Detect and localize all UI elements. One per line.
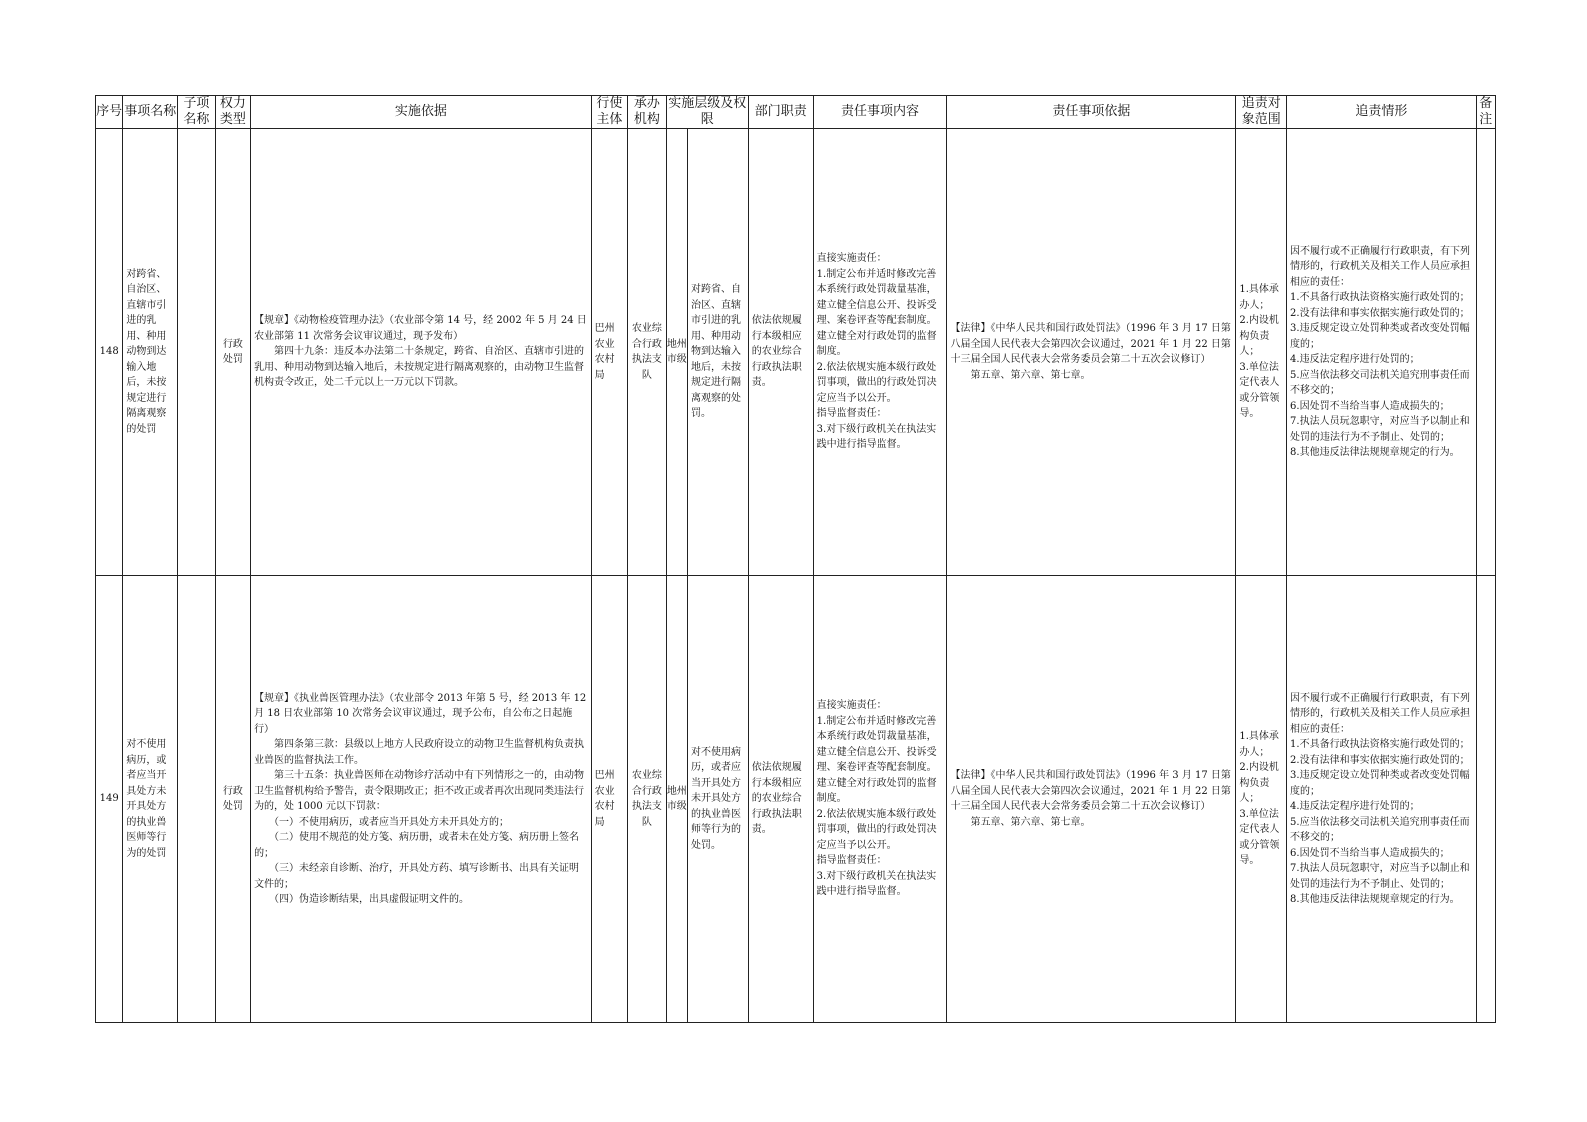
header-situation: 追责情形: [1287, 96, 1477, 129]
level-b-cell: 对不使用病历，或者应当开具处方未开具处方的执业兽医师等行为的处罚。: [687, 576, 748, 1023]
responsibility-table: [95, 95, 1496, 1023]
header-agency: 承办机构: [628, 96, 667, 129]
subject-cell: 巴州农业农村局: [591, 576, 627, 1023]
power-type-cell: 行政处罚: [215, 129, 250, 576]
remark-cell: [1476, 576, 1495, 1023]
resp-basis-cell: 【法律】《中华人民共和国行政处罚法》（1996 年 3 月 17 日第八届全国人民代表大会第四次会议通过，2021 年 1 月 22 日第十三届全国人民代表大会常务委员会第二十五次会议修订） 第五章、第六章、第七章。: [947, 576, 1236, 1023]
resp-content-cell: 直接实施责任： 1.制定公布并适时修改完善本系统行政处罚裁量基准，建立健全信息公开、投诉受理、案卷评查等配套制度。建立健全对行政处罚的监督制度。 2.依法依规实施本级行政处罚事项，做出的行政处罚决定应当予以公开。 指导监督责任： 3.对下级行政机关在执法实践中进行指导监督。: [813, 576, 947, 1023]
header-level: 实施层级及权限: [666, 96, 748, 129]
agency-cell: 农业综合行政执法支队: [628, 576, 667, 1023]
seq-cell: 149: [96, 576, 123, 1023]
duty-cell: 依法依规履行本级相应的农业综合行政执法职责。: [748, 576, 813, 1023]
situation-cell: 因不履行或不正确履行行政职责，有下列情形的，行政机关及相关工作人员应承担相应的责任： 1.不具备行政执法资格实施行政处罚的； 2.没有法律和事实依据实施行政处罚的； 3.违反规定设立处罚种类或者改变处罚幅度的； 4.违反法定程序进行处罚的； 5.应当依法移交司法机关追究刑事责任而不移交的； 6.因处罚不当给当事人造成损失的； 7.执法人员玩忽职守，对应当予以制止和处罚的违法行为不予制止、处罚的； 8.其他违反法律法规规章规定的行为。: [1287, 576, 1477, 1023]
target-cell: 1.具体承办人； 2.内设机构负责人； 3.单位法定代表人或分管领导。: [1236, 576, 1287, 1023]
resp-content-cell: 直接实施责任： 1.制定公布并适时修改完善本系统行政处罚裁量基准，建立健全信息公开、投诉受理、案卷评查等配套制度。建立健全对行政处罚的监督制度。 2.依法依规实施本级行政处罚事项，做出的行政处罚决定应当予以公开。 指导监督责任： 3.对下级行政机关在执法实践中进行指导监督。: [813, 129, 947, 576]
table-row: [96, 129, 1496, 576]
header-seq: 序号: [96, 96, 123, 129]
header-basis: 实施依据: [251, 96, 592, 129]
remark-cell: [1476, 129, 1495, 576]
duty-cell: 依法依规履行本级相应的农业综合行政执法职责。: [748, 129, 813, 576]
sub-name-cell: [178, 576, 216, 1023]
item-name-cell: 对跨省、自治区、直辖市引进的乳用、种用动物到达输入地后，未按规定进行隔离观察的处罚: [123, 129, 178, 576]
header-duty: 部门职责: [748, 96, 813, 129]
table-row: [96, 576, 1496, 1023]
seq-cell: 148: [96, 129, 123, 576]
header-power-type: 权力类型: [215, 96, 250, 129]
header-remark: 备注: [1476, 96, 1495, 129]
subject-cell: 巴州农业农村局: [591, 129, 627, 576]
header-target: 追责对象范围: [1236, 96, 1287, 129]
header-item-name: 事项名称: [123, 96, 178, 129]
power-type-cell: 行政处罚: [215, 576, 250, 1023]
sub-name-cell: [178, 129, 216, 576]
basis-cell: 【规章】《执业兽医管理办法》（农业部令 2013 年第 5 号，经 2013 年 12 月 18 日农业部第 10 次常务会议审议通过，现予公布，自公布之日起施行） 第四条第三款：县级以上地方人民政府设立的动物卫生监督机构负责执业兽医的监督执法工作。 第三十五条：执业兽医师在动物诊疗活动中有下列情形之一的，由动物卫生监督机构给予警告，责令限期改正；拒不改正或者再次出现同类违法行为的，处 1000 元以下罚款： （一）不使用病历，或者应当开具处方未开具处方的； （二）使用不规范的处方笺、病历册，或者未在处方笺、病历册上签名的； （三）未经亲自诊断、治疗，开具处方药、填写诊断书、出具有关证明文件的； （四）伪造诊断结果，出具虚假证明文件的。: [251, 576, 592, 1023]
resp-basis-cell: 【法律】《中华人民共和国行政处罚法》（1996 年 3 月 17 日第八届全国人民代表大会第四次会议通过，2021 年 1 月 22 日第十三届全国人民代表大会常务委员会第二十五次会议修订） 第五章、第六章、第七章。: [947, 129, 1236, 576]
header-row: [96, 96, 1496, 129]
header-sub-name: 子项名称: [178, 96, 216, 129]
target-cell: 1.具体承办人； 2.内设机构负责人； 3.单位法定代表人或分管领导。: [1236, 129, 1287, 576]
situation-cell: 因不履行或不正确履行行政职责，有下列情形的，行政机关及相关工作人员应承担相应的责任： 1.不具备行政执法资格实施行政处罚的； 2.没有法律和事实依据实施行政处罚的； 3.违反规定设立处罚种类或者改变处罚幅度的； 4.违反法定程序进行处罚的； 5.应当依法移交司法机关追究刑事责任而不移交的； 6.因处罚不当给当事人造成损失的； 7.执法人员玩忽职守，对应当予以制止和处罚的违法行为不予制止、处罚的； 8.其他违反法律法规规章规定的行为。: [1287, 129, 1477, 576]
level-a-cell: 地州市级: [666, 129, 687, 576]
header-resp-basis: 责任事项依据: [947, 96, 1236, 129]
agency-cell: 农业综合行政执法支队: [628, 129, 667, 576]
level-b-cell: 对跨省、自治区、直辖市引进的乳用、种用动物到达输入地后，未按规定进行隔离观察的处罚。: [687, 129, 748, 576]
header-resp-content: 责任事项内容: [813, 96, 947, 129]
level-a-cell: 地州市级: [666, 576, 687, 1023]
basis-cell: 【规章】《动物检疫管理办法》（农业部令第 14 号，经 2002 年 5 月 24 日农业部第 11 次常务会议审议通过，现予发布） 第四十九条：违反本办法第二十条规定，跨省、自治区、直辖市引进的乳用、种用动物到达输入地后，未按规定进行隔离观察的，由动物卫生监督机构责令改正，处二千元以上一万元以下罚款。: [251, 129, 592, 576]
item-name-cell: 对不使用病历，或者应当开具处方未开具处方的执业兽医师等行为的处罚: [123, 576, 178, 1023]
header-subject: 行使主体: [591, 96, 627, 129]
